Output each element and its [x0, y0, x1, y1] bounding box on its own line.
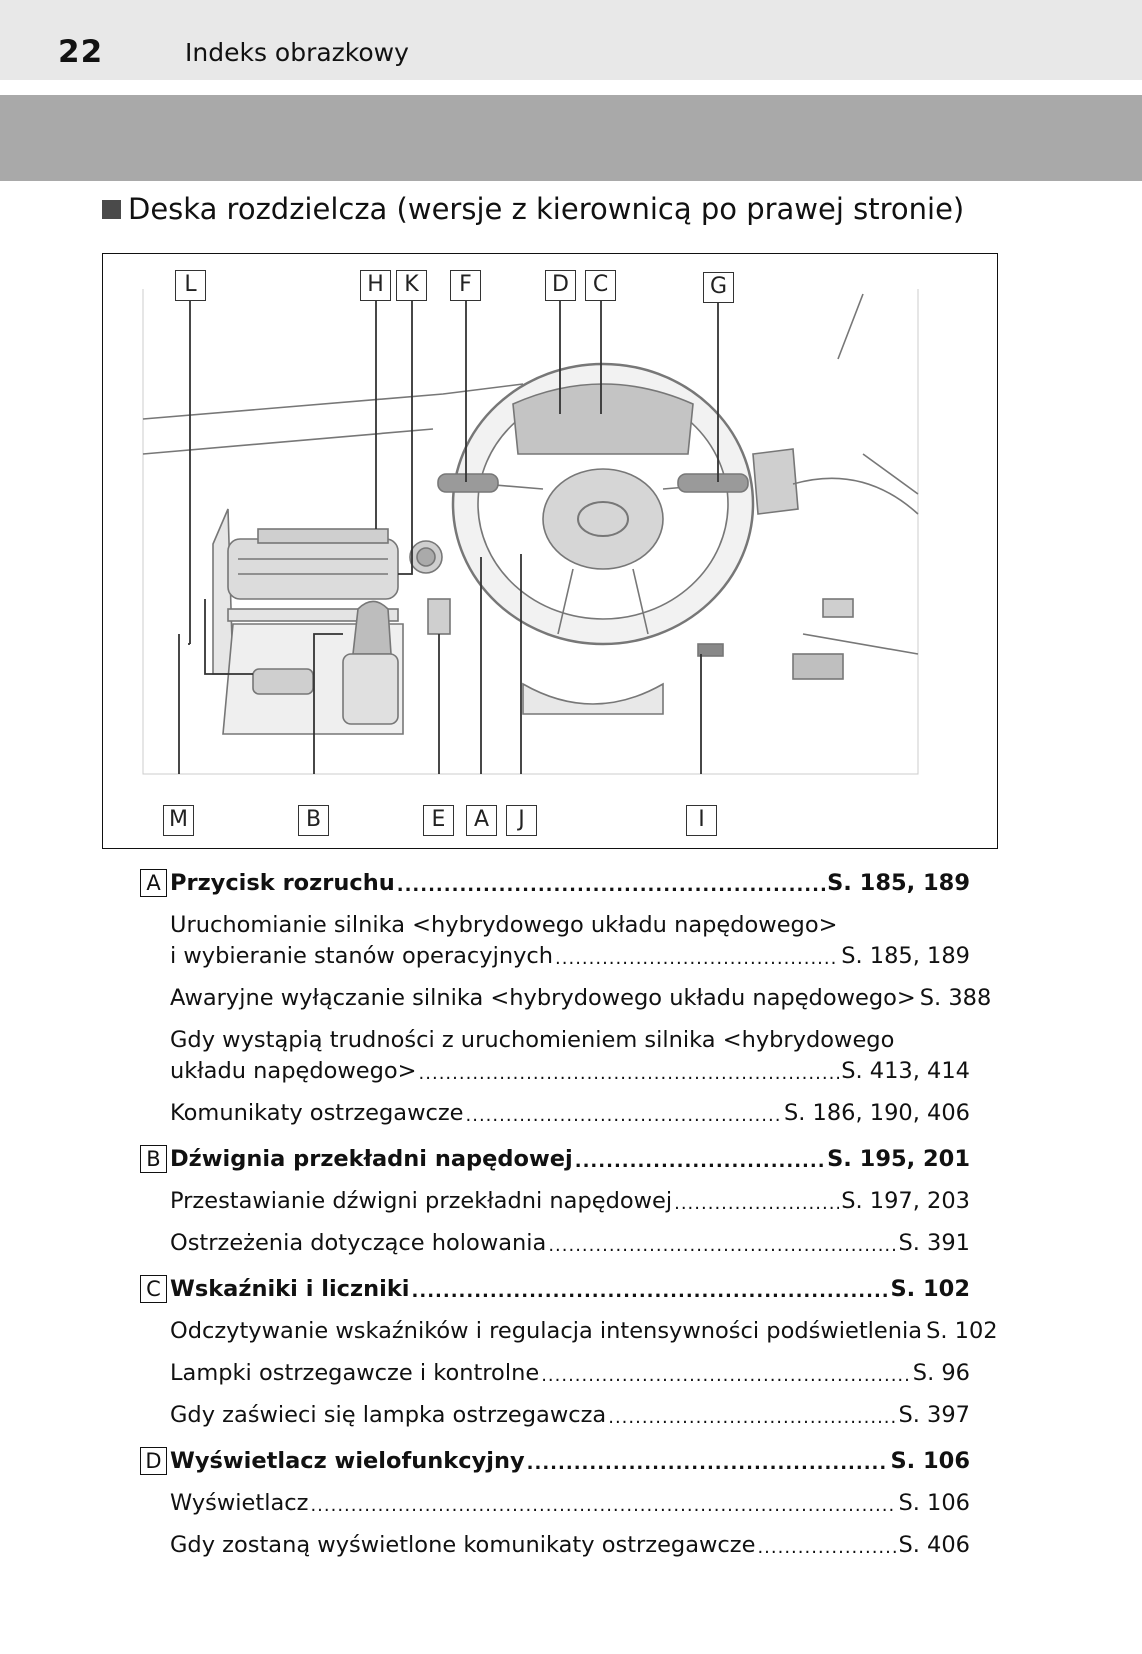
square-bullet-icon	[102, 200, 121, 219]
page-header	[0, 0, 1142, 80]
entry-group-a	[140, 868, 992, 1129]
sub-entry-label: Ostrzeżenia dotyczące holowania	[170, 1230, 547, 1256]
sub-entry	[140, 1316, 998, 1347]
sub-entry	[140, 1530, 970, 1561]
callout-e: E	[423, 805, 454, 836]
sub-entry-label: Awaryjne wyłączanie silnika <hybrydowego układu napędowego>	[170, 985, 916, 1011]
sub-entry-label: Gdy zaświeci się lampka ostrzegawcza	[170, 1402, 607, 1428]
chapter-band	[0, 95, 1142, 181]
entry-main-row	[170, 1446, 970, 1477]
sub-entry-page: S. 413, 414	[841, 1058, 970, 1084]
section-title	[102, 192, 964, 226]
entry-main-row	[170, 1144, 970, 1175]
page-title: Indeks obrazkowy	[185, 38, 409, 67]
entry-page: S. 185, 189	[827, 870, 970, 896]
index-entries	[140, 868, 998, 1561]
sub-entry-page: S. 388	[919, 985, 992, 1011]
entry-page: S. 106	[890, 1448, 970, 1474]
sub-entry	[140, 1400, 970, 1431]
sub-entry	[140, 983, 992, 1014]
entry-group-b	[140, 1144, 970, 1259]
sub-entry-page: S. 186, 190, 406	[783, 1100, 970, 1126]
callout-g: G	[703, 272, 734, 303]
sub-entry-page: S. 106	[898, 1490, 970, 1516]
sub-entry-label: Komunikaty ostrzegawcze	[170, 1100, 464, 1126]
callout-h: H	[360, 270, 391, 301]
page-number: 22	[58, 34, 104, 70]
sub-entry-line1: Uruchomianie silnika <hybrydowego układu napędowego>	[170, 912, 838, 938]
entry-letter-badge: D	[140, 1447, 167, 1475]
dashboard-illustration	[103, 254, 999, 850]
entry-letter-badge: A	[140, 869, 167, 897]
callout-d: D	[545, 270, 576, 301]
sub-entry-label: układu napędowego>	[170, 1058, 417, 1084]
sub-entry-page: S. 197, 203	[841, 1188, 970, 1214]
entry-group-d	[140, 1446, 970, 1561]
callout-m: M	[163, 805, 194, 836]
sub-entry-page: S. 102	[926, 1318, 998, 1344]
entry-title: Dźwignia przekładni napędowej	[170, 1146, 573, 1172]
sub-entry-page: S. 96	[912, 1360, 970, 1386]
sub-entry	[140, 1228, 970, 1259]
sub-entry-page: S. 397	[898, 1402, 970, 1428]
section-title-text: Deska rozdzielcza (wersje z kierownicą po prawej stronie)	[128, 192, 965, 226]
sub-entry	[140, 1358, 970, 1389]
sub-entry-label: Gdy zostaną wyświetlone komunikaty ostrzegawcze	[170, 1532, 756, 1558]
sub-entry-label: Przestawianie dźwigni przekładni napędowej	[170, 1188, 673, 1214]
entry-group-c	[140, 1274, 998, 1431]
entry-letter-badge: C	[140, 1275, 167, 1303]
sub-entry	[140, 1098, 970, 1129]
entry-title: Wskaźniki i liczniki	[170, 1276, 410, 1302]
entry-title: Wyświetlacz wielofunkcyjny	[170, 1448, 525, 1474]
sub-entry-page: S. 406	[898, 1532, 970, 1558]
callout-a: A	[466, 805, 497, 836]
entry-page: S. 195, 201	[827, 1146, 970, 1172]
sub-entry-label: i wybieranie stanów operacyjnych	[170, 943, 554, 969]
sub-entry	[140, 1186, 970, 1217]
callout-f: F	[450, 270, 481, 301]
entry-main-row	[170, 868, 970, 899]
sub-entry	[140, 1488, 970, 1519]
sub-entry	[140, 1025, 970, 1087]
dashboard-figure	[102, 253, 998, 849]
entry-page: S. 102	[890, 1276, 970, 1302]
entry-main-row	[170, 1274, 970, 1305]
callout-j: J	[506, 805, 537, 836]
sub-entry	[140, 910, 970, 972]
callout-i: I	[686, 805, 717, 836]
sub-entry-label: Lampki ostrzegawcze i kontrolne	[170, 1360, 540, 1386]
sub-entry-label: Odczytywanie wskaźników i regulacja intensywności podświetlenia	[170, 1318, 923, 1344]
entry-letter-badge: B	[140, 1145, 167, 1173]
sub-entry-line1: Gdy wystąpią trudności z uruchomieniem silnika <hybrydowego	[170, 1027, 895, 1053]
callout-c: C	[585, 270, 616, 301]
sub-entry-page: S. 391	[898, 1230, 970, 1256]
callout-l: L	[175, 270, 206, 301]
entry-title: Przycisk rozruchu	[170, 870, 395, 896]
callout-b: B	[298, 805, 329, 836]
sub-entry-label: Wyświetlacz	[170, 1490, 309, 1516]
callout-k: K	[396, 270, 427, 301]
sub-entry-page: S. 185, 189	[841, 943, 970, 969]
